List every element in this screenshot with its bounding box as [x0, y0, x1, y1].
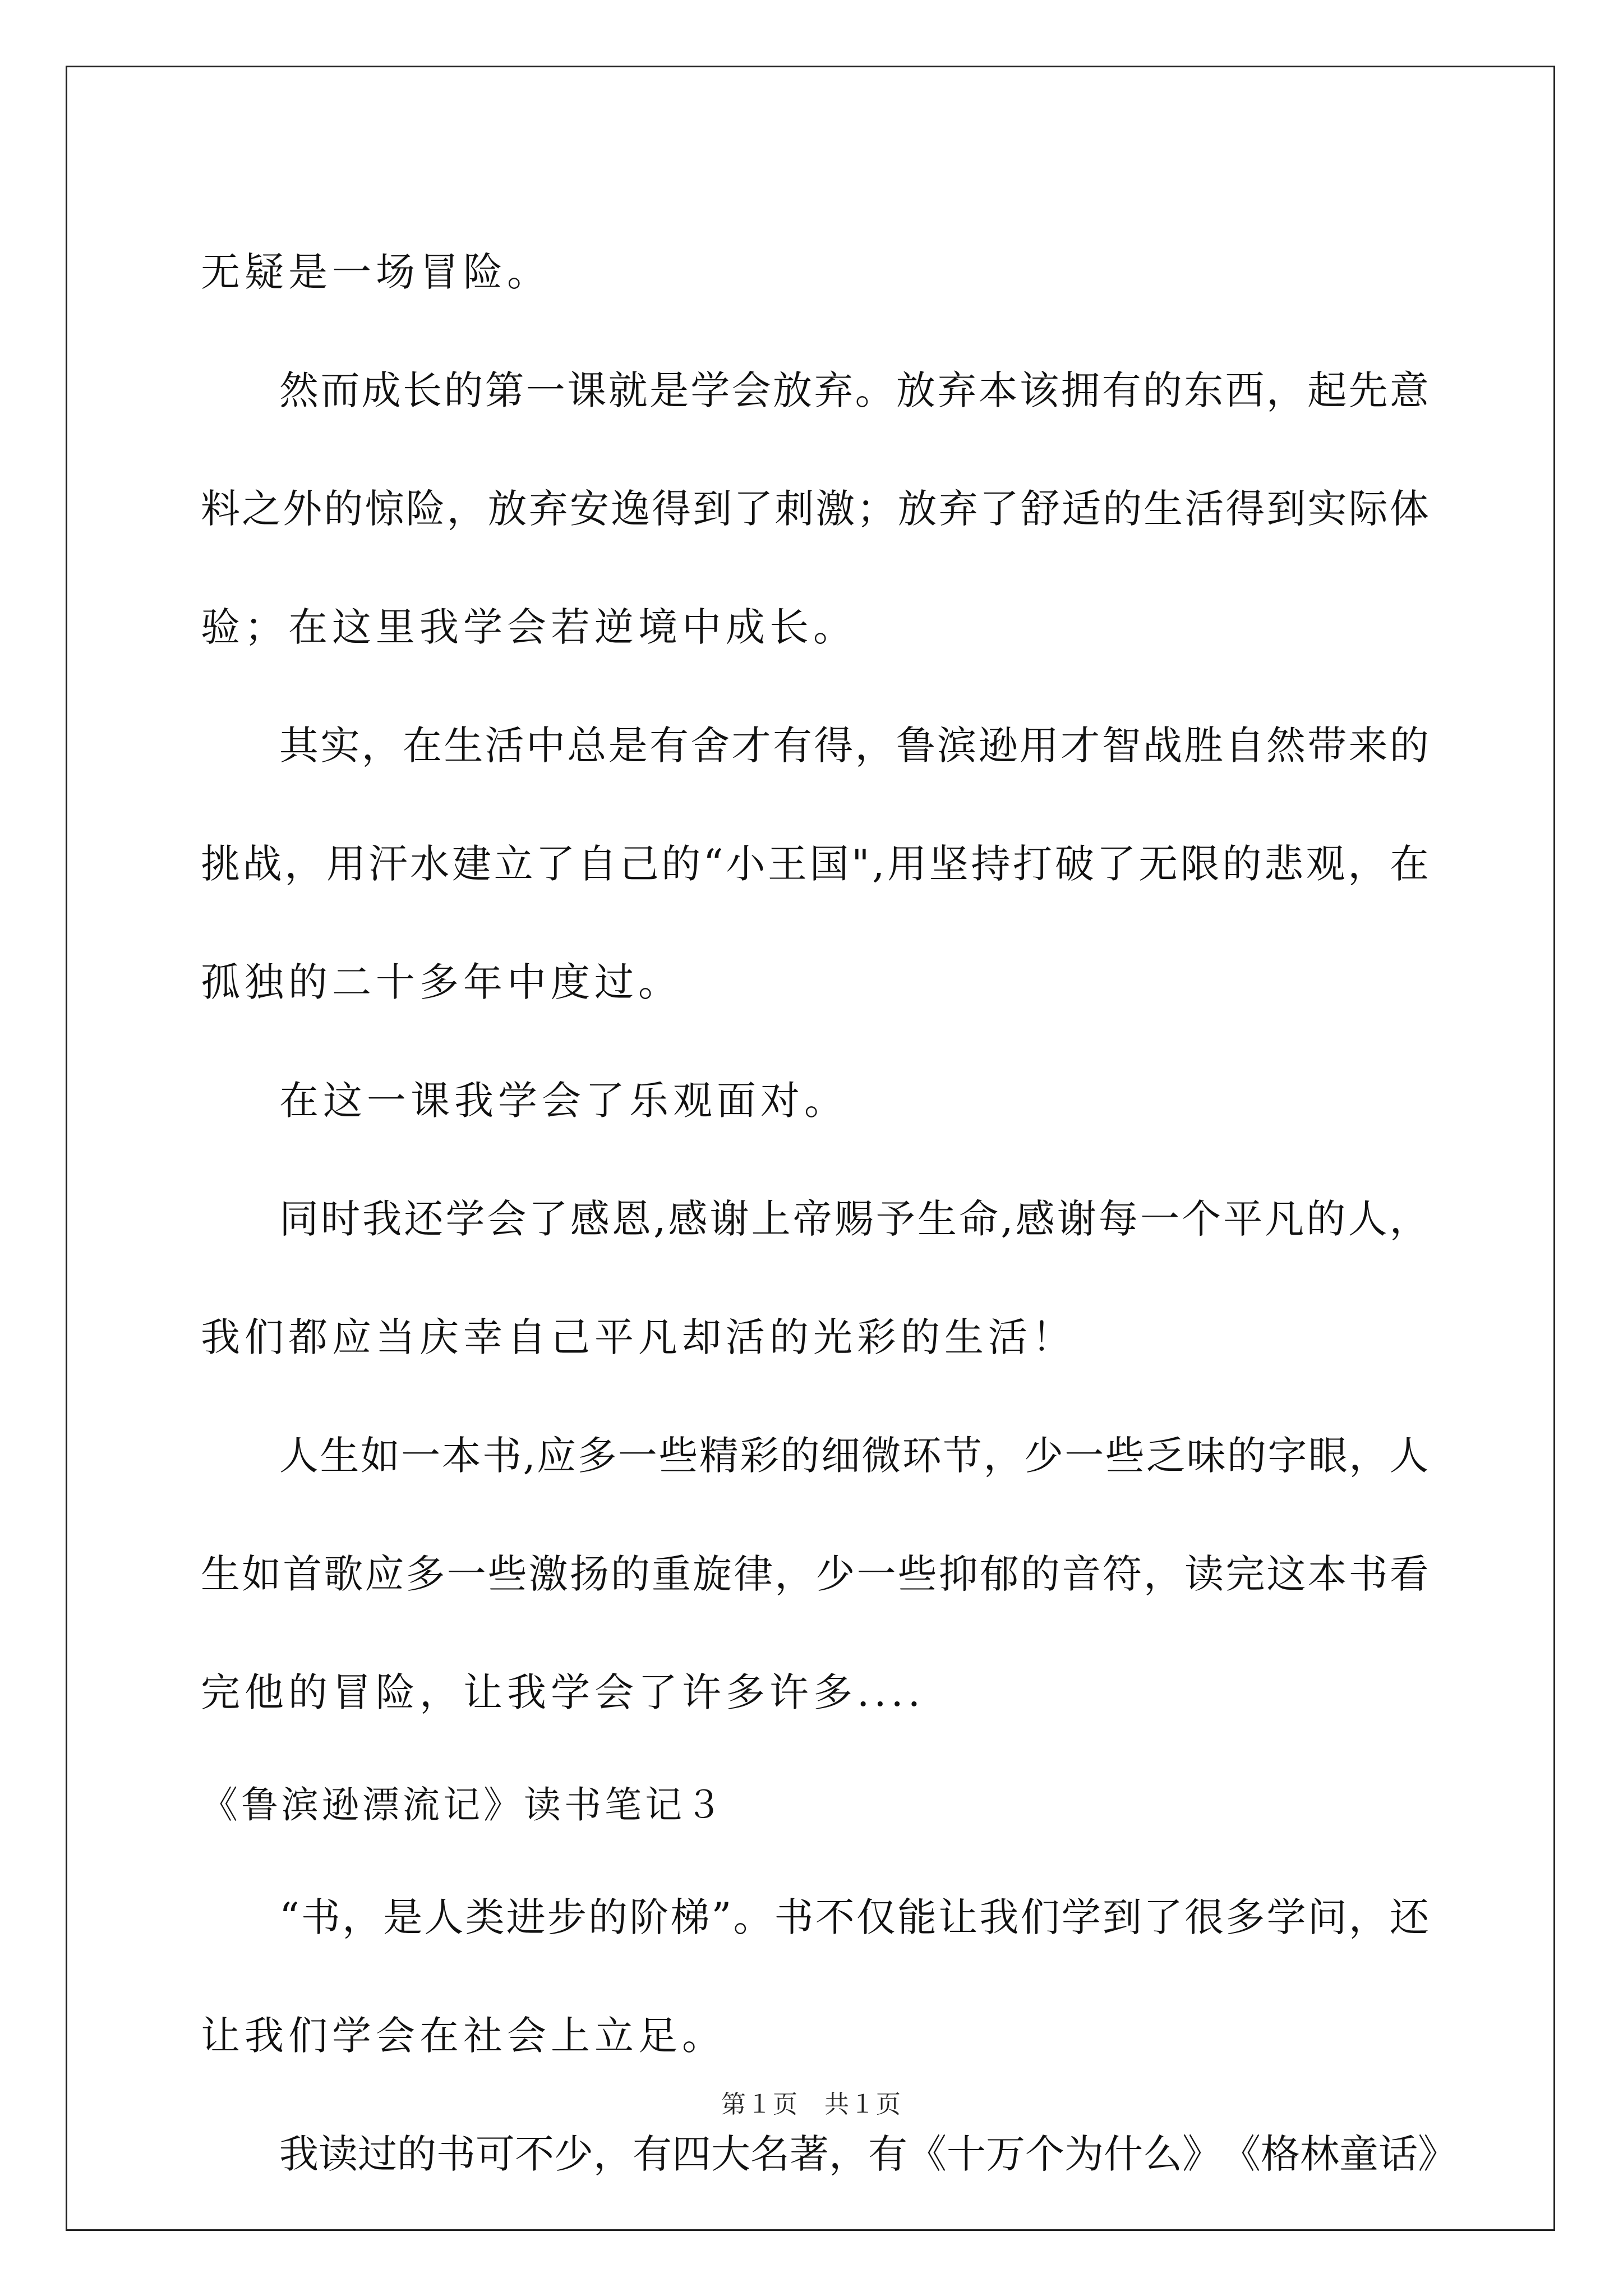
paragraph-block-2	[201, 1858, 1457, 2214]
text-line: 其 实 ， 在 生 活 中 总 是 有 舍 才 有 得 ， 鲁 滨 逊 用 才 智 战 胜 自 然 带 来 的	[279, 723, 1429, 769]
text-line: 挑 战 ， 用 汗 水 建 立 了 自 己 的 “ 小 王 国 " , 用 坚 持 打 破 了 无 限 的 悲 观 ， 在	[201, 841, 1429, 887]
text-line: 同 时 我 还 学 会 了 感 恩 , 感 谢 上 帝 赐 予 生 命 , 感 谢 每 一 个 平 凡 的 人 ，	[279, 1196, 1429, 1242]
text-line: 验；在这里我学会若逆境中成长。	[201, 604, 857, 650]
text-line: “ 书 ， 是 人 类 进 步 的 阶 梯 ” 。 书 不 仅 能 让 我 们 学 到 了 很 多 学 问 ， 还	[279, 1894, 1429, 1940]
text-line: 料 之 外 的 惊 险 ， 放 弃 安 逸 得 到 了 刺 激 ； 放 弃 了 舒 适 的 生 活 得 到 实 际 体	[201, 486, 1429, 532]
text-line: 无疑是一场冒险。	[201, 249, 551, 295]
text-line: 人 生 如 一 本 书 , 应 多 一 些 精 彩 的 细 微 环 节 ， 少 一 些 乏 味 的 字 眼 ， 人	[279, 1433, 1429, 1479]
text-line: 生 如 首 歌 应 多 一 些 激 扬 的 重 旋 律 ， 少 一 些 抑 郁 的 音 符 ， 读 完 这 本 书 看	[201, 1551, 1429, 1597]
text-line: 在这一课我学会了乐观面对。	[279, 1078, 848, 1124]
text-line: 我 读 过 的 书 可 不 少 ， 有 四 大 名 著 ， 有 《 十 万 个 为 什 么 》 《 格 林 童 话 》	[279, 2131, 1457, 2177]
paragraph-block-1	[201, 213, 1429, 1752]
text-line: 然 而 成 长 的 第 一 课 就 是 学 会 放 弃 。 放 弃 本 该 拥 有 的 东 西 ， 起 先 意	[279, 367, 1429, 413]
page-footer: 第１页 共１页	[721, 2090, 902, 2119]
text-line: 让我们学会在社会上立足。	[201, 2013, 726, 2059]
text-line: 我们都应当庆幸自己平凡却活的光彩的生活！	[201, 1314, 1076, 1360]
section-heading: 《鲁滨逊漂流记》读书笔记３	[201, 1783, 726, 1826]
text-line: 孤独的二十多年中度过。	[201, 959, 682, 1005]
document-body	[201, 213, 1457, 2214]
text-line: 完他的冒险，让我学会了许多许多....	[201, 1669, 925, 1715]
